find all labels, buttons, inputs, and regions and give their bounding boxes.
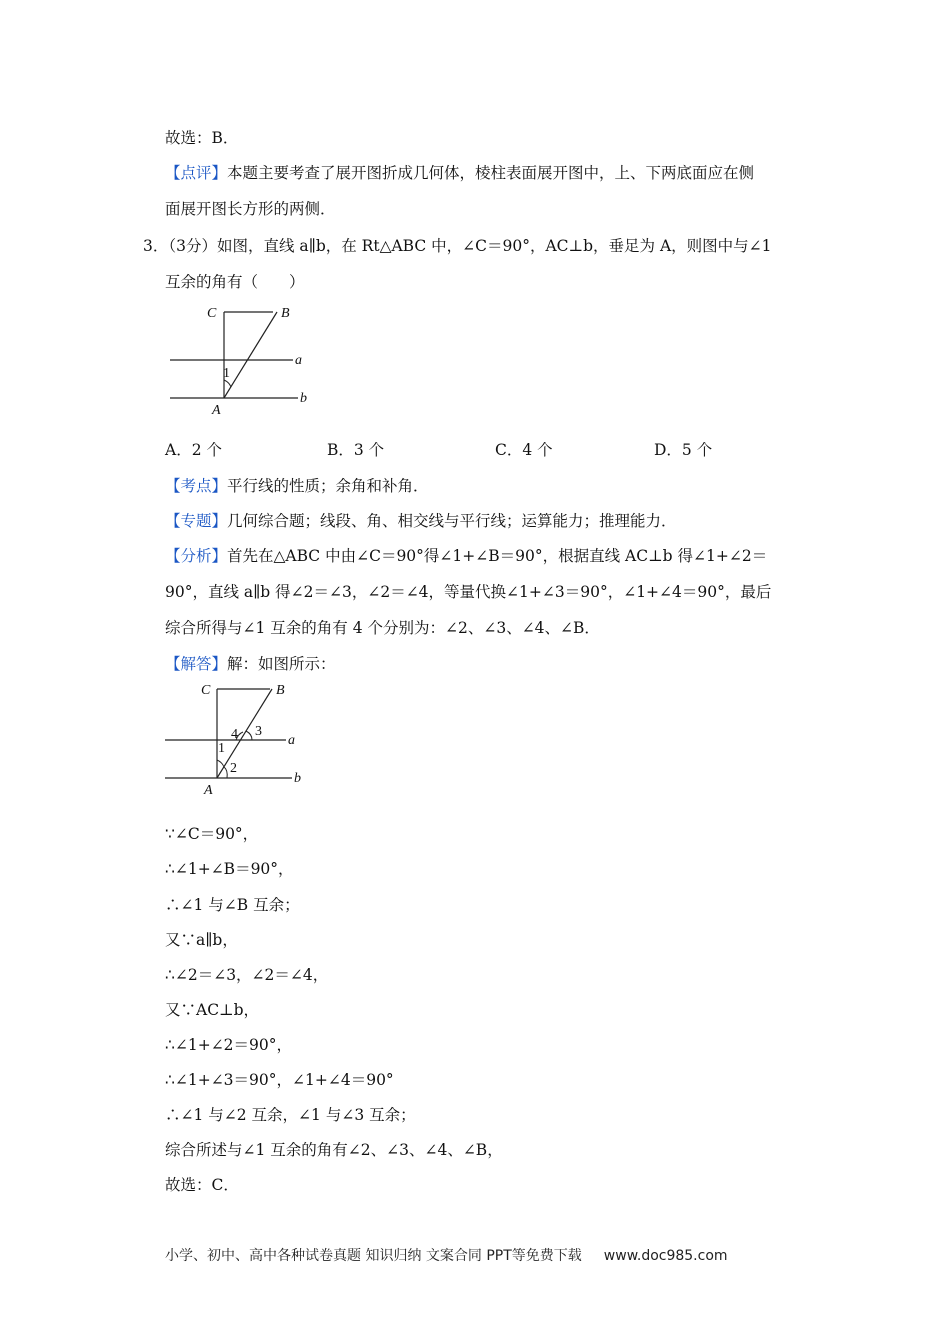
label-b-2: B [276, 683, 285, 698]
kaodian-text: 平行线的性质；余角和补角． [227, 477, 429, 495]
zhuanti-text: 几何综合题；线段、角、相交线与平行线；运算能力；推理能力． [227, 512, 677, 530]
comment-line-1 [165, 163, 754, 183]
jieda-tag: 【解答】 [165, 655, 228, 673]
solution-step-2: ∴∠1+∠B＝90°， [165, 860, 294, 878]
label-b-line: b [300, 391, 307, 406]
angle-1-arc-2 [217, 760, 224, 767]
solution-step-8: ∴∠1+∠3＝90°，∠1+∠4＝90° [165, 1071, 394, 1089]
footer-url[interactable]: www.doc985.com [603, 1248, 728, 1264]
label-b: B [281, 306, 290, 321]
option-a: A．2 个 [165, 441, 222, 459]
label-angle-2: 2 [230, 761, 237, 776]
answer-line: 故选：B． [165, 129, 239, 147]
zhuanti-tag: 【专题】 [165, 512, 228, 530]
segment-ab [224, 312, 277, 398]
angle-2-arc [224, 767, 227, 778]
question-text-1: （3分）如图，直线 a∥b，在 Rt△ABC 中，∠C＝90°，AC⊥b，垂足为 A，则图中与∠1 [168, 237, 772, 255]
kaodian-line [165, 476, 429, 496]
angle-1-arc [224, 380, 231, 387]
label-angle-1-2: 1 [218, 741, 225, 756]
comment-text-1: 本题主要考查了展开图折成几何体，棱柱表面展开图中，上、下两底面应在侧 [227, 164, 755, 182]
figure-1-diagram [165, 300, 325, 420]
solution-step-6: 又∵AC⊥b， [165, 1001, 260, 1019]
solution-step-10: 综合所述与∠1 互余的角有∠2、∠3、∠4、∠B， [165, 1141, 503, 1159]
fenxi-line-2: 90°，直线 a∥b 得∠2＝∠3，∠2＝∠4，等量代换∠1+∠3＝90°，∠1+∠4＝90°，最后 [165, 583, 772, 601]
solution-step-3: ∴∠1 与∠B 互余； [165, 896, 300, 914]
zhuanti-line [165, 511, 677, 531]
solution-step-9: ∴∠1 与∠2 互余，∠1 与∠3 互余； [165, 1106, 416, 1124]
label-b-line-2: b [294, 771, 301, 786]
question-number: 3． [143, 237, 169, 255]
comment-line-2: 面展开图长方形的两侧． [165, 200, 336, 218]
fenxi-tag: 【分析】 [165, 547, 228, 565]
kaodian-tag: 【考点】 [165, 477, 228, 495]
label-angle-1: 1 [223, 366, 230, 381]
solution-step-11: 故选：C． [165, 1176, 239, 1194]
option-d: D．5 个 [654, 441, 713, 459]
solution-step-1: ∵∠C＝90°， [165, 825, 259, 843]
label-a-line-2: a [288, 733, 295, 748]
figure-2-diagram [160, 678, 320, 800]
question-line-2: 互余的角有（ ） [165, 273, 305, 291]
fenxi-line-3: 综合所得与∠1 互余的角有 4 个分别为：∠2、∠3、∠4、∠B． [165, 619, 600, 637]
angle-3-arc [246, 731, 252, 740]
solution-step-7: ∴∠1+∠2＝90°， [165, 1036, 293, 1054]
jieda-line [165, 654, 336, 674]
label-angle-4: 4 [231, 727, 238, 742]
fenxi-text-1: 首先在△ABC 中由∠C＝90°得∠1+∠B＝90°，根据直线 AC⊥b 得∠1+∠2＝ [227, 547, 768, 565]
label-a-point: A [212, 403, 221, 418]
label-c: C [207, 306, 217, 321]
label-c-2: C [201, 683, 211, 698]
jieda-text: 解：如图所示： [227, 655, 336, 673]
label-angle-3: 3 [255, 724, 262, 739]
solution-step-5: ∴∠2＝∠3，∠2＝∠4， [165, 966, 329, 984]
label-a-line: a [295, 353, 302, 368]
fenxi-line-1 [165, 546, 767, 566]
solution-step-4: 又∵a∥b， [165, 931, 238, 949]
comment-tag: 【点评】 [165, 164, 228, 182]
footer-text: 小学、初中、高中各种试卷真题 知识归纳 文案合同 PPT等免费下载 [165, 1248, 582, 1264]
label-a-point-2: A [204, 783, 213, 798]
option-c: C．4 个 [495, 441, 553, 459]
option-b: B．3 个 [327, 441, 385, 459]
question-line-1 [143, 236, 771, 256]
page-footer [165, 1245, 728, 1265]
segment-ab-2 [217, 689, 272, 778]
